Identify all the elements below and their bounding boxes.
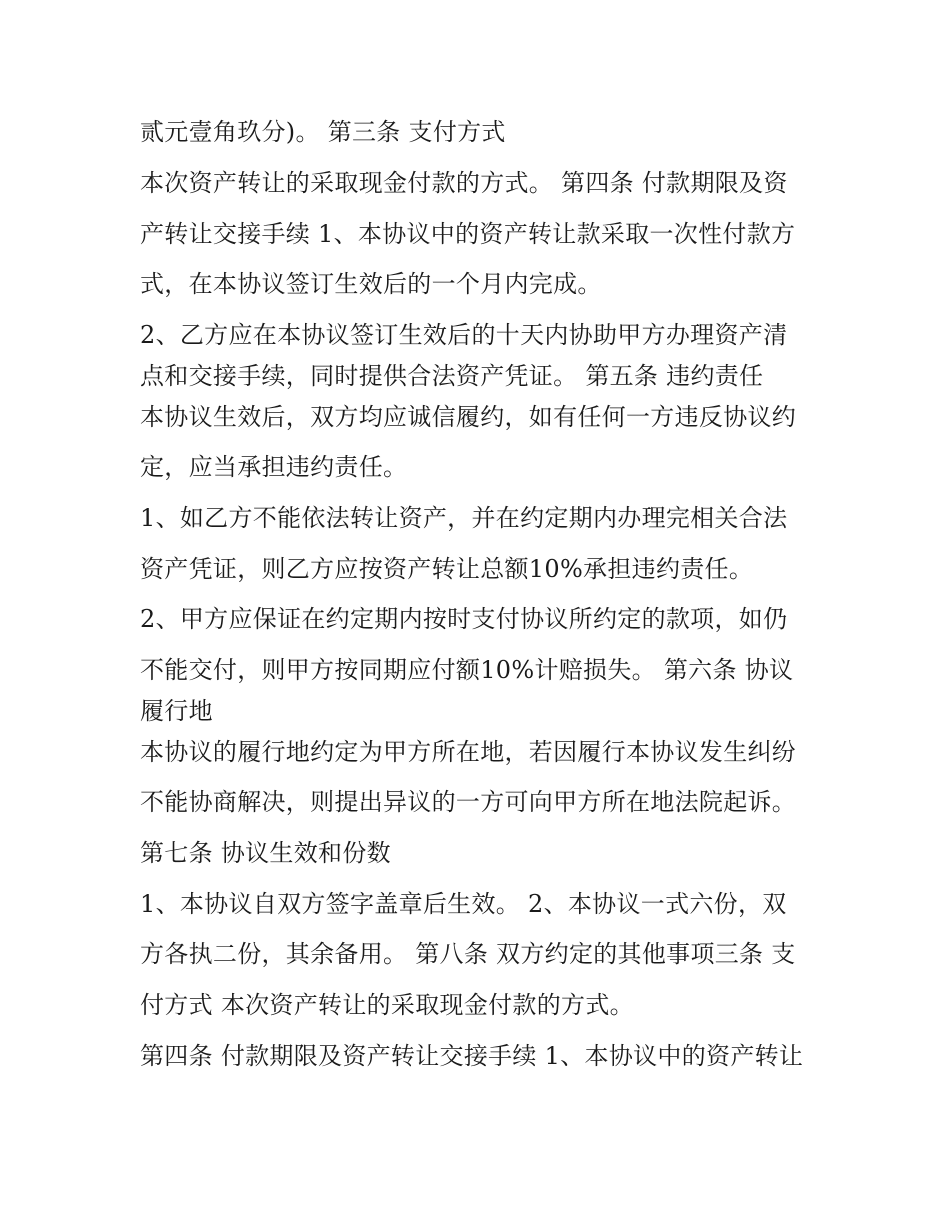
text-line: 贰元壹角玖分)。 第三条 支付方式 [140, 118, 506, 146]
text-line: 第七条 协议生效和份数 [140, 838, 391, 867]
text-line: 方各执二份，其余备用。 第八条 双方约定的其他事项三条 支 [140, 940, 796, 969]
text-line: 第四条 付款期限及资产转让交接手续 1、本协议中的资产转让 [140, 1041, 804, 1070]
text-line: 式，在本协议签订生效后的一个月内完成。 [140, 270, 602, 299]
text-line: 本协议生效后，双方均应诚信履约，如有任何一方违反协议约 [140, 402, 797, 431]
text-line: 产转让交接手续 1、本协议中的资产转让款采取一次性付款方 [140, 219, 796, 248]
text-line: 本次资产转让的采取现金付款的方式。 第四条 付款期限及资 [140, 168, 788, 197]
text-line: 1、如乙方不能依法转让资产，并在约定期内办理完相关合法 [140, 503, 788, 532]
text-line: 2、乙方应在本协议签订生效后的十天内协助甲方办理资产清 [140, 321, 788, 350]
text-line: 履行地 [140, 696, 213, 725]
text-line: 点和交接手续，同时提供合法资产凭证。 第五条 违约责任 [140, 361, 764, 390]
text-line: 2、甲方应保证在约定期内按时支付协议所约定的款项，如仍 [140, 605, 788, 634]
text-line: 定，应当承担违约责任。 [140, 452, 408, 481]
text-line: 本协议的履行地约定为甲方所在地，若因履行本协议发生纠纷 [140, 737, 797, 766]
text-line: 不能交付，则甲方按同期应付额10%计赔损失。 第六条 协议 [140, 656, 794, 685]
text-line: 不能协商解决，则提出异议的一方可向甲方所在地法院起诉。 [140, 787, 797, 816]
text-line: 付方式 本次资产转让的采取现金付款的方式。 [140, 991, 634, 1020]
document-body [140, 107, 840, 1082]
text-line: 1、本协议自双方签字盖章后生效。 2、本协议一式六份，双 [140, 889, 787, 918]
text-line: 资产凭证，则乙方应按资产转让总额10%承担违约责任。 [140, 554, 754, 583]
